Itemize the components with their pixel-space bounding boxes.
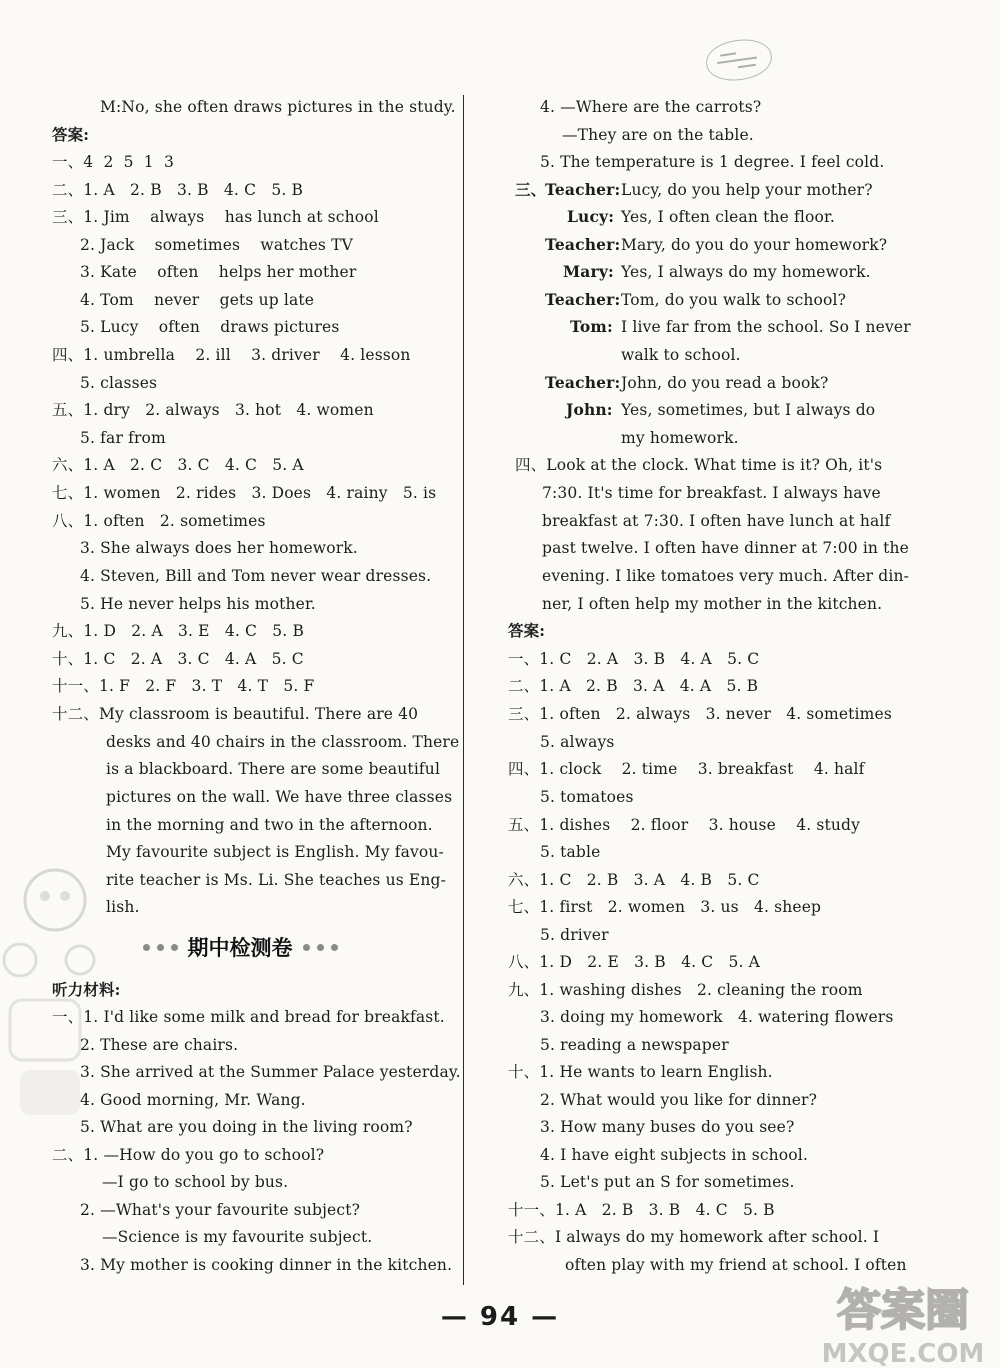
answer-line: 5. classes bbox=[80, 374, 158, 392]
listening-line: 一、1. I'd like some milk and bread for breakfast. bbox=[52, 1008, 445, 1026]
answer-line: 四、1. umbrella 2. ill 3. driver 4. lesson bbox=[52, 346, 411, 364]
answer-line: 八、1. D 2. E 3. B 4. C 5. A bbox=[508, 953, 760, 971]
dialogue-line: walk to school. bbox=[621, 346, 741, 364]
answer-line: 九、1. washing dishes 2. cleaning the room bbox=[508, 981, 863, 999]
answer-line: 4. Steven, Bill and Tom never wear dresses. bbox=[80, 567, 432, 585]
answer-line: 5. tomatoes bbox=[540, 788, 634, 806]
answer-line: 六、1. C 2. B 3. A 4. B 5. C bbox=[508, 871, 760, 889]
answer-line: 四、1. clock 2. time 3. breakfast 4. half bbox=[508, 760, 865, 778]
question-number: 三、 bbox=[515, 180, 547, 199]
passage-line: past twelve. I often have dinner at 7:00 in the bbox=[542, 539, 909, 557]
dialogue-line: Mary, do you do your homework? bbox=[621, 236, 888, 254]
answer-line: 九、1. D 2. A 3. E 4. C 5. B bbox=[52, 622, 304, 640]
answer-line: 2. What would you like for dinner? bbox=[540, 1091, 818, 1109]
answer-line: 4. Tom never gets up late bbox=[80, 291, 315, 309]
answer-line: 3. How many buses do you see? bbox=[540, 1118, 795, 1136]
answer-line: 5. always bbox=[540, 733, 615, 751]
answer-line: 5. table bbox=[540, 843, 601, 861]
listening-line: —Science is my favourite subject. bbox=[102, 1228, 373, 1246]
speaker-teacher: Teacher: bbox=[545, 373, 621, 392]
midterm-test-title: 期中检测卷 bbox=[187, 936, 293, 960]
answer-line: 5. driver bbox=[540, 926, 609, 944]
stamp-mark bbox=[704, 36, 775, 85]
answer-line: 一、1. C 2. A 3. B 4. A 5. C bbox=[508, 650, 760, 668]
decor-dots-left bbox=[143, 944, 178, 951]
essay-line: 十二、My classroom is beautiful. There are 40 bbox=[52, 705, 419, 723]
dialogue-line: John, do you read a book? bbox=[621, 374, 829, 392]
speaker-tom: Tom: bbox=[570, 317, 613, 336]
passage-line: 7:30. It's time for breakfast. I always have bbox=[542, 484, 881, 502]
listening-line: 4. Good morning, Mr. Wang. bbox=[80, 1091, 306, 1109]
column-divider bbox=[463, 95, 464, 1285]
essay-line: desks and 40 chairs in the classroom. There bbox=[106, 733, 460, 751]
answer-line: 5. Let's put an S for sometimes. bbox=[540, 1173, 795, 1191]
watermark-text: 答案圈 bbox=[837, 1285, 969, 1336]
listening-line: 4. —Where are the carrots? bbox=[540, 98, 762, 116]
speaker-lucy: Lucy: bbox=[567, 207, 615, 226]
essay-line: in the morning and two in the afternoon. bbox=[106, 816, 433, 834]
essay-line: rite teacher is Ms. Li. She teaches us Eng- bbox=[106, 871, 446, 889]
listening-line: 5. What are you doing in the living room? bbox=[80, 1118, 413, 1136]
section-title bbox=[100, 932, 380, 962]
listening-material-heading: 听力材料: bbox=[52, 980, 121, 999]
answer-line: 一、4 2 5 1 3 bbox=[52, 153, 174, 171]
dialogue-line: Lucy, do you help your mother? bbox=[621, 181, 873, 199]
essay-line: pictures on the wall. We have three classes bbox=[106, 788, 453, 806]
dialogue-line: M:No, she often draws pictures in the study. bbox=[100, 98, 456, 116]
answer-line: 5. reading a newspaper bbox=[540, 1036, 729, 1054]
dialogue-line: Yes, I often clean the floor. bbox=[621, 208, 835, 226]
answer-line: 七、1. women 2. rides 3. Does 4. rainy 5. is bbox=[52, 484, 437, 502]
answer-line: 二、1. A 2. B 3. A 4. A 5. B bbox=[508, 677, 759, 695]
dialogue-line: Yes, I always do my homework. bbox=[621, 263, 871, 281]
dialogue-line: I live far from the school. So I never bbox=[621, 318, 911, 336]
speaker-teacher: Teacher: bbox=[545, 235, 621, 254]
essay-line: My favourite subject is English. My favou- bbox=[106, 843, 444, 861]
answer-line: 十、1. C 2. A 3. C 4. A 5. C bbox=[52, 650, 304, 668]
speaker-john: John: bbox=[566, 400, 613, 419]
answer-line: 五、1. dishes 2. floor 3. house 4. study bbox=[508, 816, 861, 834]
answer-line: 5. far from bbox=[80, 429, 166, 447]
answer-line: 5. Lucy often draws pictures bbox=[80, 318, 340, 336]
listening-line: —They are on the table. bbox=[562, 126, 754, 144]
answer-line: 六、1. A 2. C 3. C 4. C 5. A bbox=[52, 456, 304, 474]
answer-line: 3. doing my homework 4. watering flowers bbox=[540, 1008, 894, 1026]
essay-line: is a blackboard. There are some beautiful bbox=[106, 760, 441, 778]
answer-line: 十一、1. F 2. F 3. T 4. T 5. F bbox=[52, 677, 315, 695]
passage-line: ner, I often help my mother in the kitchen. bbox=[542, 595, 883, 613]
answer-line: 2. Jack sometimes watches TV bbox=[80, 236, 353, 254]
page-number: — 94 — bbox=[440, 1302, 560, 1332]
answer-line: 5. He never helps his mother. bbox=[80, 595, 316, 613]
speaker-teacher: Teacher: bbox=[545, 290, 621, 309]
speaker-teacher: Teacher: bbox=[545, 180, 621, 199]
passage-line: 四、Look at the clock. What time is it? Oh, it's bbox=[515, 456, 883, 474]
listening-line: 3. My mother is cooking dinner in the kitchen. bbox=[80, 1256, 453, 1274]
essay-line: 十二、I always do my homework after school. I bbox=[508, 1228, 880, 1246]
listening-line: 5. The temperature is 1 degree. I feel cold. bbox=[540, 153, 885, 171]
answer-line: 二、1. A 2. B 3. B 4. C 5. B bbox=[52, 181, 304, 199]
essay-line: often play with my friend at school. I often bbox=[565, 1256, 907, 1274]
speaker-mary: Mary: bbox=[563, 262, 614, 281]
watermark-url: MXQE.COM bbox=[821, 1339, 985, 1368]
passage-line: breakfast at 7:30. I often have lunch at half bbox=[542, 512, 891, 530]
answer-line: 4. I have eight subjects in school. bbox=[540, 1146, 808, 1164]
dialogue-line: my homework. bbox=[621, 429, 739, 447]
listening-line: 2. These are chairs. bbox=[80, 1036, 239, 1054]
answer-line: 七、1. first 2. women 3. us 4. sheep bbox=[508, 898, 822, 916]
answers-heading: 答案: bbox=[52, 125, 90, 144]
watermark-logo bbox=[808, 1270, 998, 1368]
dialogue-line: Yes, sometimes, but I always do bbox=[621, 401, 876, 419]
decor-dots-right bbox=[303, 944, 338, 951]
listening-line: —I go to school by bus. bbox=[102, 1173, 289, 1191]
answer-line: 三、1. Jim always has lunch at school bbox=[52, 208, 379, 226]
dialogue-line: Tom, do you walk to school? bbox=[621, 291, 847, 309]
answer-line: 3. She always does her homework. bbox=[80, 539, 358, 557]
passage-line: evening. I like tomatoes very much. After din- bbox=[542, 567, 909, 585]
answer-line: 十一、1. A 2. B 3. B 4. C 5. B bbox=[508, 1201, 775, 1219]
answer-line: 3. Kate often helps her mother bbox=[80, 263, 357, 281]
answer-line: 八、1. often 2. sometimes bbox=[52, 512, 266, 530]
answers-heading: 答案: bbox=[508, 621, 546, 640]
answer-line: 三、1. often 2. always 3. never 4. sometimes bbox=[508, 705, 892, 723]
listening-line: 二、1. —How do you go to school? bbox=[52, 1146, 325, 1164]
listening-line: 3. She arrived at the Summer Palace yesterday. bbox=[80, 1063, 461, 1081]
listening-line: 2. —What's your favourite subject? bbox=[80, 1201, 361, 1219]
answer-line: 十、1. He wants to learn English. bbox=[508, 1063, 773, 1081]
essay-line: lish. bbox=[106, 898, 140, 916]
answer-line: 五、1. dry 2. always 3. hot 4. women bbox=[52, 401, 374, 419]
